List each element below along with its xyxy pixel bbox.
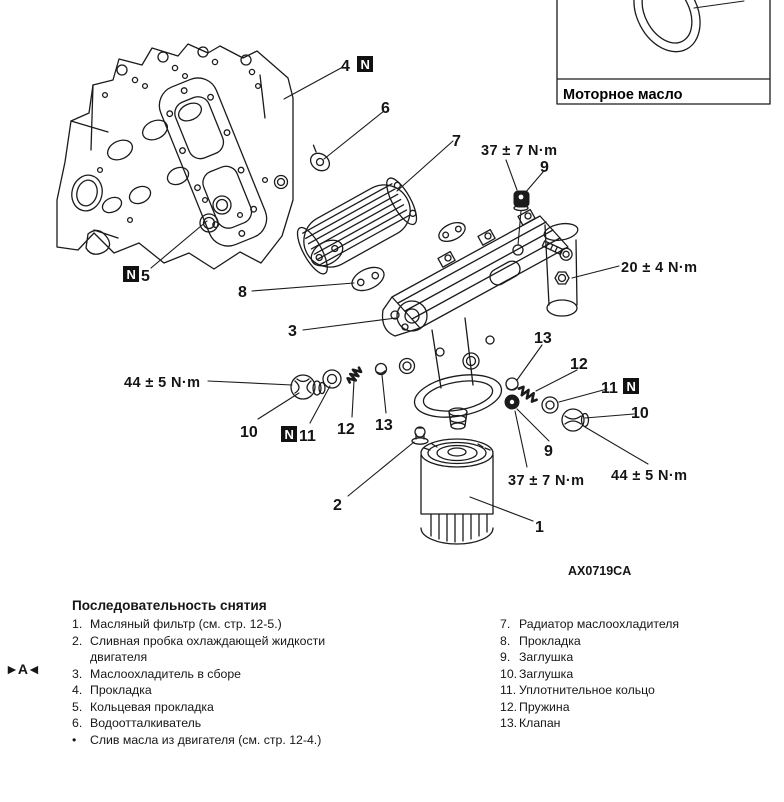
item-text: Кольцевая прокладка [90,699,214,714]
drain-plug-2-drawing [412,427,428,444]
callout-8: 8 [238,284,247,301]
removal-list-right [500,616,770,732]
callout-3: 3 [288,323,297,340]
n-flag-letter: N [360,57,370,72]
item-number: 8. [500,633,511,648]
item-text: Заглушка [519,666,574,681]
oil-cooler-radiator-7-drawing [292,174,422,278]
callout-6: 6 [381,100,390,117]
callout-11-left: 11 [299,428,316,445]
legend-box [557,0,770,104]
flange-nut-drawing [555,272,569,284]
item-number: 6. [72,716,83,730]
removal-item [500,666,770,683]
item-number: 1. [72,617,83,631]
removal-list-left [72,616,334,748]
callout-1: 1 [535,519,544,536]
n-flag-letter: N [126,267,136,282]
n-flag-letter: N [626,379,636,394]
removal-item [500,616,770,633]
removal-item [500,633,770,650]
callout-5: 5 [141,268,150,285]
torque-label-20: 20 ± 4 N·m [621,260,698,276]
leader-lines [151,68,648,521]
left-small-parts-drawing [291,364,387,400]
callout-9-bottom: 9 [544,443,553,460]
item-number: 10. [500,666,518,681]
item-text: Слив масла из двигателя (см. стр. 12-4.) [90,732,322,747]
callout-12-right: 12 [570,356,588,373]
item-text: Сливная пробка охлаждающей жидкости двигателя [90,633,326,664]
removal-item [500,649,770,666]
figure-code: AX0719CA [568,564,632,578]
callout-12-left: 12 [337,421,355,438]
item-number: 7. [500,617,511,631]
item-text: Маслоохладитель в сборе [90,666,242,681]
callout-13-left: 13 [375,417,393,434]
removal-item [500,682,770,699]
callout-4: 4 [341,58,350,75]
item-text: Уплотнительное кольцо [519,683,655,697]
callout-10-left: 10 [240,424,258,441]
removal-item [500,715,770,732]
callout-13-right: 13 [534,330,552,347]
oil-filter-1-drawing [421,439,493,544]
item-text: Клапан [519,716,561,730]
oil-cooler-assembly-3-drawing [383,210,580,429]
item-number: 5. [72,699,83,714]
removal-item [72,699,334,716]
callout-11-right: 11 [601,380,618,397]
item-number: 9. [500,650,511,664]
torque-label-44-bottom: 44 ± 5 N·m [611,468,688,484]
removal-item [72,732,334,749]
water-repellent-6-drawing [303,145,334,174]
item-text: Заглушка [519,650,574,664]
removal-item [72,715,334,732]
torque-label-37-bottom: 37 ± 7 N·m [508,473,585,489]
item-text: Масляный фильтр (см. стр. 12-5.) [90,617,282,631]
gasket-4-drawing [153,72,272,252]
removal-item [72,633,334,666]
item-number: • [72,732,77,747]
torque-label-37-top: 37 ± 7 N·m [481,143,558,159]
item-text: Прокладка [519,633,581,648]
callout-2: 2 [333,497,342,514]
n-flag-letter: N [284,427,294,442]
item-number: 3. [72,666,83,681]
removal-item [72,616,334,633]
item-number: 12. [500,699,518,714]
removal-item [500,699,770,716]
gasket-8-drawing [348,219,468,295]
legend-caption: Моторное масло [563,87,683,103]
item-number: 4. [72,683,83,697]
item-text: Водоотталкиватель [90,716,202,730]
item-text: Пружина [519,699,570,714]
item-number: 11. [500,683,517,697]
item-number: 2. [72,633,83,648]
removal-item [72,682,334,699]
item-text: Радиатор маслоохладителя [519,617,680,631]
marker-a: ►A◄ [5,661,40,677]
removal-item [72,666,334,683]
torque-label-44-left: 44 ± 5 N·m [124,375,201,391]
callout-7: 7 [452,133,461,150]
callout-10-right: 10 [631,405,649,422]
item-text: Прокладка [90,683,152,697]
oil-ring-illustration [621,0,713,63]
callout-9-top: 9 [540,159,549,176]
item-number: 13. [500,716,518,730]
removal-sequence-title: Последовательность снятия [72,598,267,613]
